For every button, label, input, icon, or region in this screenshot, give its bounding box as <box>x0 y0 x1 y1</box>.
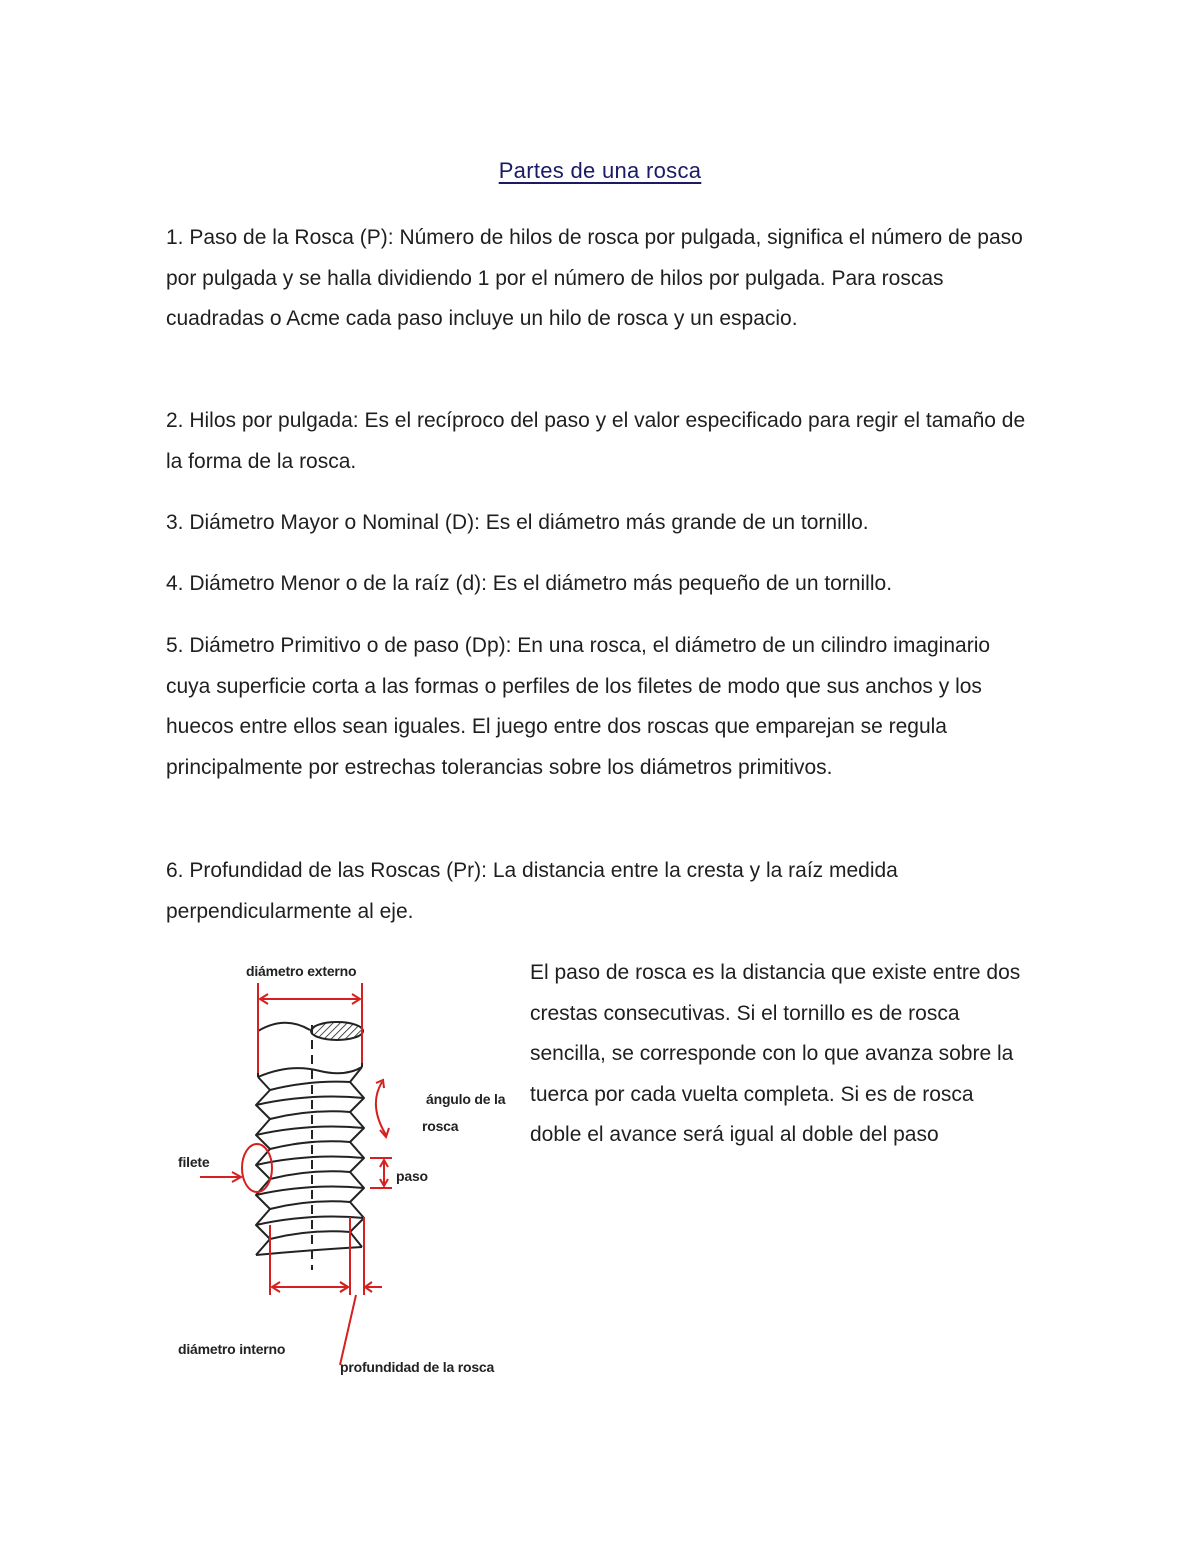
label-profundidad: profundidad de la rosca <box>340 1359 495 1375</box>
label-angulo-line2: rosca <box>422 1118 459 1134</box>
side-paragraph-paso: El paso de rosca es la distancia que existe entre dos crestas consecutivas. Si el tornillo es de rosca sencilla, se corresponde con lo que avanza sobre la tuerca por cada vuelta completa. Si es de rosca doble el avance será igual al doble del paso <box>530 961 1021 1146</box>
paragraph-hilos-pulgada: 2. Hilos por pulgada: Es el recíproco del paso y el valor especificado para regir el tamaño de la forma de la rosca. <box>166 409 1026 473</box>
label-diametro-externo: diámetro externo <box>246 963 357 979</box>
label-diametro-interno: diámetro interno <box>178 1341 286 1357</box>
screw-thread-drawing <box>160 955 520 1385</box>
screw-shank <box>258 1022 363 1077</box>
screw-thread-diagram <box>160 955 520 1385</box>
paragraph-diametro-primitivo: 5. Diámetro Primitivo o de paso (Dp): En una rosca, el diámetro de un cilindro imaginario cuya superficie corta a las formas o perfiles de los filetes de modo que sus anchos y los huecos entre ellos sean iguales. El juego entre dos roscas que emparejan se regula principalmente por estrechas tolerancias sobre los diámetros primitivos. <box>166 634 991 779</box>
paragraph-profundidad: 6. Profundidad de las Roscas (Pr): La distancia entre la cresta y la raíz medida perpendicularmente al eje. <box>166 859 898 923</box>
paragraph-paso-rosca: 1. Paso de la Rosca (P): Número de hilos de rosca por pulgada, significa el número de paso por pulgada y se halla dividiendo 1 por el número de hilos por pulgada. Para roscas cuadradas o Acme cada paso incluye un hilo de rosca y un espacio. <box>166 226 1023 330</box>
label-filete: filete <box>178 1154 210 1170</box>
label-angulo-line1: ángulo de la <box>426 1091 506 1107</box>
paragraph-diametro-menor: 4. Diámetro Menor o de la raíz (d): Es el diámetro más pequeño de un tornillo. <box>166 572 893 595</box>
page-title: Partes de una rosca <box>498 158 702 183</box>
paragraph-diametro-mayor: 3. Diámetro Mayor o Nominal (D): Es el diámetro más grande de un tornillo. <box>166 511 869 534</box>
label-paso: paso <box>396 1168 428 1184</box>
